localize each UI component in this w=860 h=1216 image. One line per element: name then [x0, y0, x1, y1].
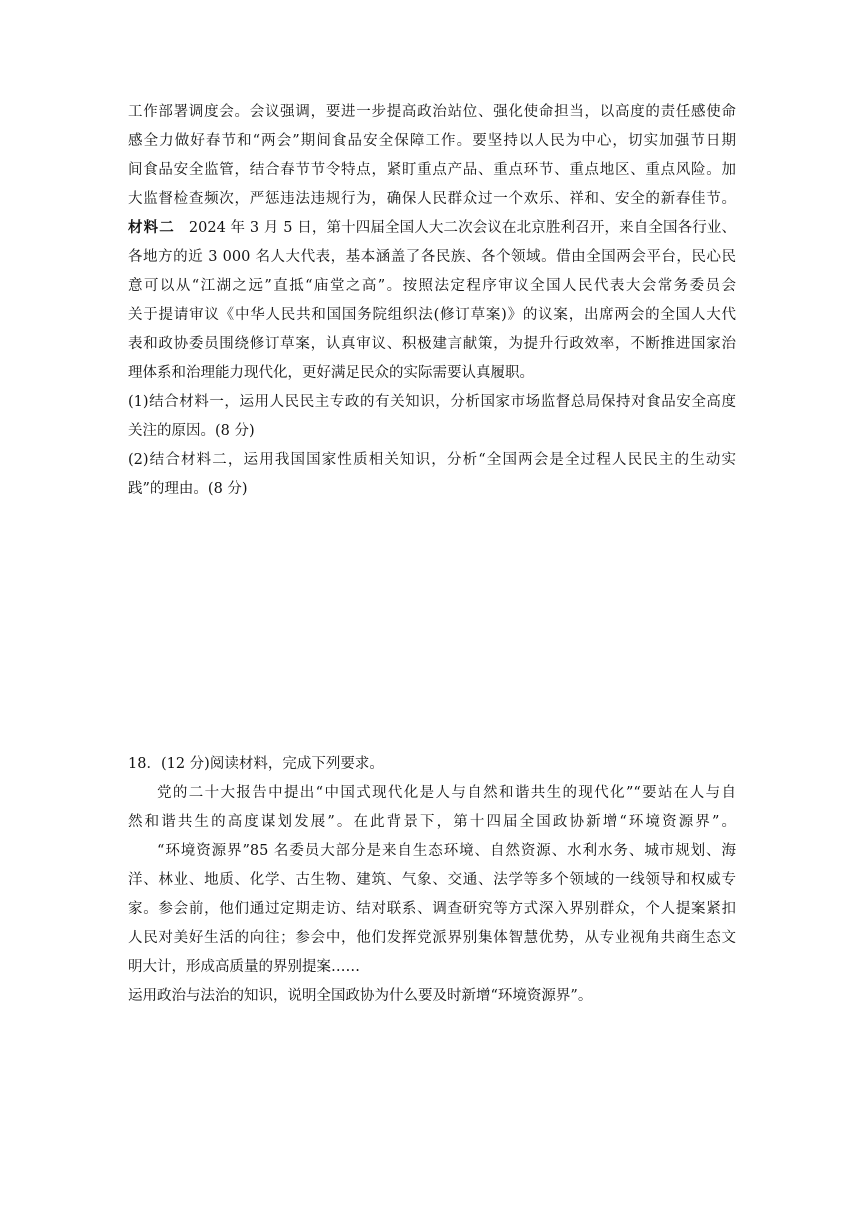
q18-paragraph-2-line: 洋、林业、地质、化学、古生物、建筑、气象、交通、法学等多个领域的一线领导和权威专	[128, 872, 736, 888]
question-18-heading: 18．(12 分)阅读材料，完成下列要求。	[128, 756, 384, 772]
material2-line: 表和政协委员围绕修订草案，认真审议、积极建言献策，为提升行政效率，不断推进国家治	[128, 336, 736, 352]
material1-line: 工作部署调度会。会议强调，要进一步提高政治站位、强化使命担当，以高度的责任感使命	[128, 104, 736, 120]
q18-paragraph-2-line: 人民对美好生活的向往；参会中，他们发挥党派界别集体智慧优势，从专业视角共商生态文	[128, 930, 736, 946]
material1-line: 大监督检查频次，严惩违法违规行为，确保人民群众过一个欢乐、祥和、安全的新春佳节。	[128, 191, 736, 207]
material1-line: 感全力做好春节和“两会”期间食品安全保障工作。要坚持以人民为中心，切实加强节日期	[128, 133, 736, 149]
material2-line: 意可以从“江湖之远”直抵“庙堂之高”。按照法定程序审议全国人民代表大会常务委员会	[128, 278, 736, 294]
material2-line: 理体系和治理能力现代化，更好满足民众的实际需要认真履职。	[128, 365, 534, 381]
material2-line: 关于提请审议《中华人民共和国国务院组织法(修订草案)》的议案，出席两会的全国人大代	[128, 307, 736, 323]
material1-line: 间食品安全监管，结合春节节令特点，紧盯重点产品、重点环节、重点地区、重点风险。加	[128, 162, 736, 178]
question-1-line: (1)结合材料一，运用人民民主专政的有关知识，分析国家市场监督总局保持对食品安全高度	[128, 394, 736, 410]
question-2-line: (2)结合材料二，运用我国国家性质相关知识，分析“全国两会是全过程人民民主的生动实	[128, 452, 736, 468]
material2-label: 材料二	[128, 220, 175, 236]
q18-paragraph-1-line: 然和谐共生的高度谋划发展”。在此背景下，第十四届全国政协新增“环境资源界”。	[128, 814, 736, 830]
q18-paragraph-2-line: 家。参会前，他们通过定期走访、结对联系、调查研究等方式深入界别群众，个人提案紧扣	[128, 901, 736, 917]
q18-paragraph-1-line: 党的二十大报告中提出“中国式现代化是人与自然和谐共生的现代化”“要站在人与自	[157, 785, 736, 801]
material2-first-line	[128, 214, 736, 243]
material2-first-text: 2024 年 3 月 5 日，第十四届全国人大二次会议在北京胜利召开，来自全国各行业、	[188, 220, 736, 236]
question-18-section	[128, 750, 736, 1011]
material-section	[128, 98, 736, 504]
q18-paragraph-2-line: “环境资源界”85 名委员大部分是来自生态环境、自然资源、水利水务、城市规划、海	[157, 843, 736, 859]
q18-task: 运用政治与法治的知识，说明全国政协为什么要及时新增“环境资源界”。	[128, 988, 593, 1004]
question-1-line: 关注的原因。(8 分)	[128, 423, 255, 439]
q18-paragraph-2-line: 明大计，形成高质量的界别提案……	[128, 959, 360, 975]
material2-line: 各地方的近 3 000 名人大代表，基本涵盖了各民族、各个领域。借由全国两会平台，民心民	[128, 249, 736, 265]
question-2-line: 践”的理由。(8 分)	[128, 481, 248, 497]
